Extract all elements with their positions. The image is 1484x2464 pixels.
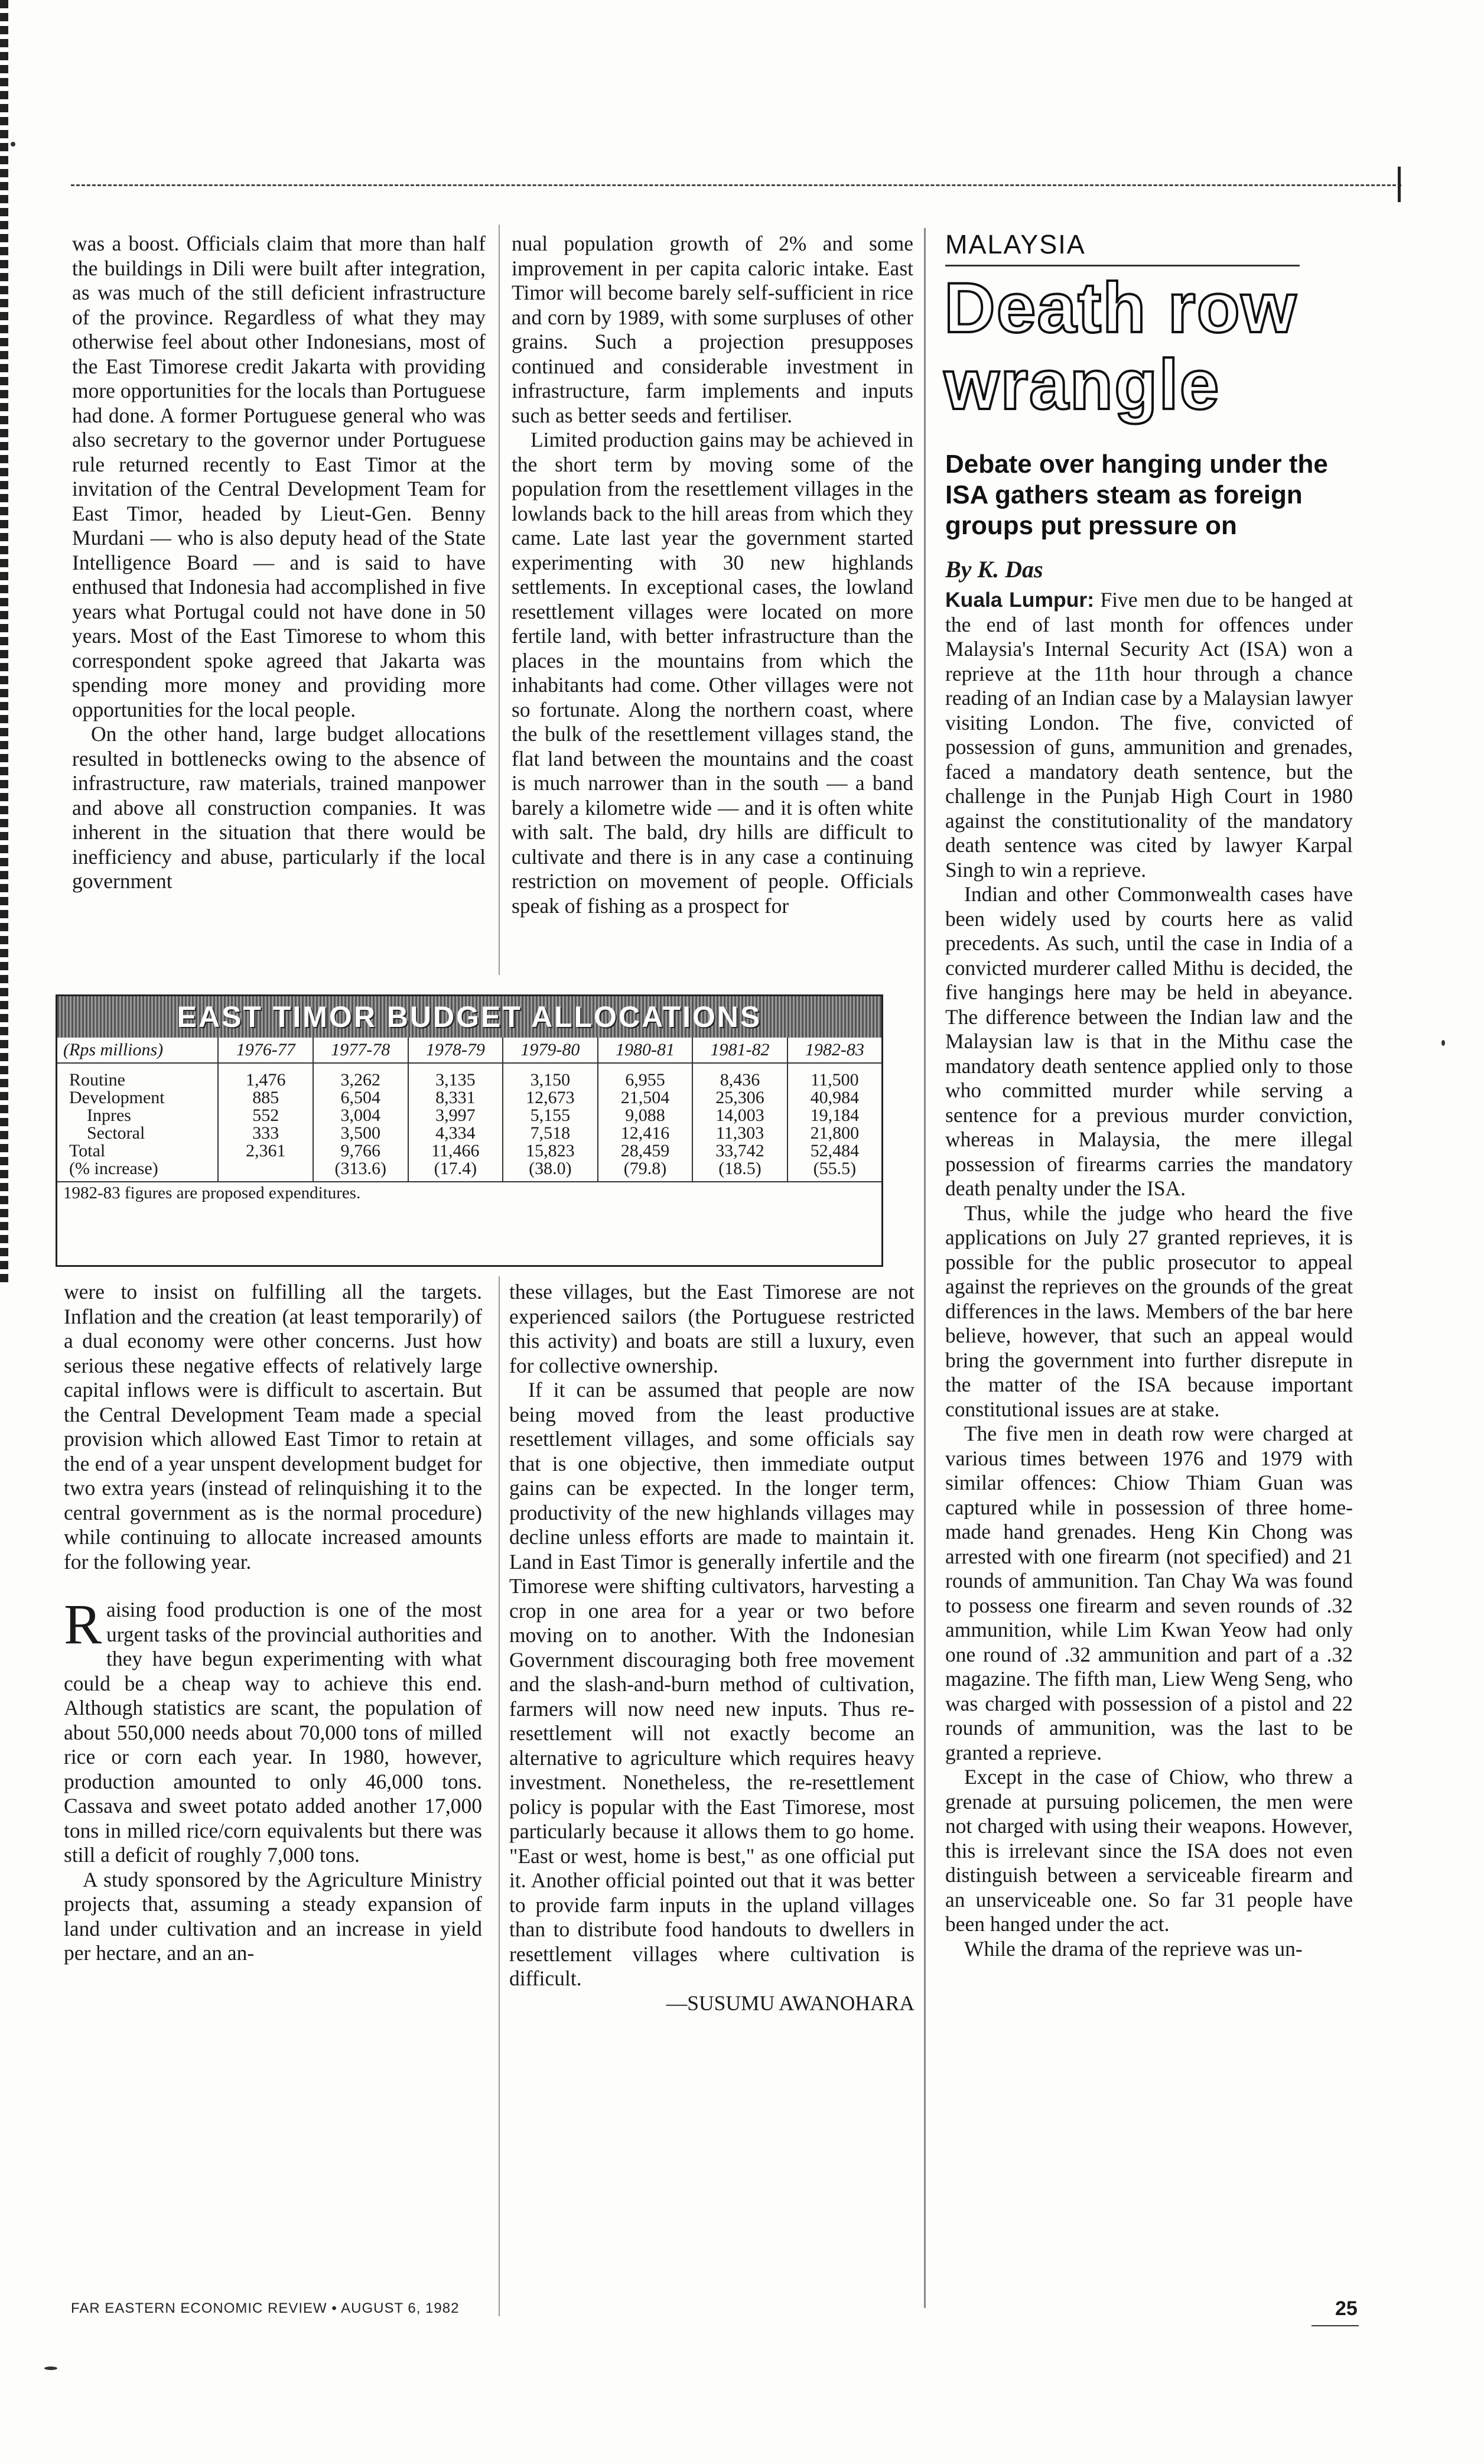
table-row	[57, 1124, 881, 1142]
table-cell: 3,262	[313, 1063, 408, 1089]
table-banner	[57, 996, 881, 1038]
print-speck	[44, 2367, 57, 2370]
table-row	[57, 1160, 881, 1181]
table-cell: 9,766	[313, 1142, 408, 1160]
table-cell: (38.0)	[503, 1160, 598, 1181]
table-cell: 28,459	[598, 1142, 693, 1160]
column-rule-right	[924, 228, 926, 2308]
paragraph: On the other hand, large budget allocations resulted in bottlenecks owing to the absence of infrastructure, raw materials, trained manpower and above all construction companies. It was inherent in the situation that there would be inefficiency and abuse, particularly if the local government	[72, 722, 486, 893]
table-cell: (313.6)	[313, 1160, 408, 1181]
article-column-left-upper	[72, 232, 486, 894]
table-cell: 885	[218, 1089, 313, 1107]
article-column-left-lower	[64, 1280, 482, 1966]
table-cell: 8,331	[408, 1089, 503, 1107]
row-label: Routine	[69, 1070, 125, 1090]
table-footnote: 1982-83 figures are proposed expenditures.	[57, 1181, 881, 1204]
year-header: 1977-78	[313, 1038, 408, 1063]
table-cell: 21,504	[598, 1089, 693, 1107]
table-row	[57, 1063, 881, 1089]
article-column-mid-lower	[509, 1280, 915, 2016]
table-cell: 3,150	[503, 1063, 598, 1089]
table-cell: 12,416	[598, 1124, 693, 1142]
table-header-row	[57, 1038, 881, 1063]
table-cell: 11,500	[787, 1063, 881, 1089]
publication-footer: FAR EASTERN ECONOMIC REVIEW • AUGUST 6, 1982	[71, 2300, 460, 2316]
row-label: Total	[69, 1141, 106, 1161]
table-row	[57, 1142, 881, 1160]
year-header: 1981-82	[692, 1038, 787, 1063]
page-number: 25	[1335, 2297, 1358, 2320]
table-cell: 9,088	[598, 1107, 693, 1124]
table-cell: 14,003	[692, 1107, 787, 1124]
lead-text: Five men due to be hanged at the end of last month for offences under Malaysia's Internal Security Act (ISA) won a reprieve at the 11th hour through a chance reading of an Indian case by a Malaysian lawyer visiting London. The five, convicted of possession of guns, ammunition and grenades, faced a mandatory death sentence, but the challenge in the Punjab High Court in 1980 against the constitutionality of the mandatory death sentence was cited by lawyer Karpal Singh to win a reprieve.	[945, 588, 1353, 882]
year-header: 1979-80	[503, 1038, 598, 1063]
table-cell: 3,135	[408, 1063, 503, 1089]
print-speck	[1441, 1040, 1445, 1046]
table-cell: 19,184	[787, 1107, 881, 1124]
row-label: Development	[69, 1088, 165, 1107]
table-cell: 11,303	[692, 1124, 787, 1142]
headline-line: wrangle	[944, 345, 1221, 424]
paragraph: nual population growth of 2% and some improvement in per capita caloric intake. East Timor will become barely self-sufficient in rice and corn by 1989, with some surpluses of other grains. Such a projection presupposes continued and considerable investment in infrastructure, farm implements and inputs such as better seeds and fertiliser.	[512, 232, 913, 427]
table-title: EAST TIMOR BUDGET ALLOCATIONS	[177, 1000, 762, 1033]
page-number-rule	[1311, 2325, 1359, 2326]
column-rule-upper	[499, 225, 500, 975]
table-cell: 3,500	[313, 1124, 408, 1142]
headline-line: Death row	[944, 268, 1298, 347]
table-cell: 12,673	[503, 1089, 598, 1107]
table-row	[57, 1107, 881, 1124]
top-rule	[71, 184, 1401, 186]
table-cell: 33,742	[692, 1142, 787, 1160]
year-header: 1982-83	[787, 1038, 881, 1063]
unit-label: (Rps millions)	[57, 1038, 218, 1063]
table-cell: (55.5)	[787, 1160, 881, 1181]
paragraph: these villages, but the East Timorese are not experienced sailors (the Portuguese restricted this activity) and boats are still a luxury, even for collective ownership.	[509, 1280, 915, 1377]
deck-subheadline: Debate over hanging under the ISA gathers steam as foreign groups put pressure on	[945, 450, 1328, 540]
table-cell: 15,823	[503, 1142, 598, 1160]
table-cell: 4,334	[408, 1124, 503, 1142]
table-cell: 25,306	[692, 1089, 787, 1107]
corner-mark	[1398, 167, 1401, 202]
headline	[944, 269, 1297, 423]
paragraph: While the drama of the reprieve was un-	[964, 1936, 1303, 1961]
paragraph-text: aising food production is one of the most urgent tasks of the provincial authorities and they have begun experimenting with what could be a cheap way to achieve this end. Although statistics are scant, the population of about 550,000 needs about 70,000 tons of milled rice or corn each year. In 1980, however, production amounted to only 46,000 tons. Cassava and sweet potato added another 17,000 tons in milled rice/corn equivalents but there was still a deficit of roughly 7,000 tons.	[64, 1598, 482, 1867]
paragraph-dropcap	[64, 1592, 482, 1868]
drop-cap: R	[64, 1592, 102, 1656]
table-row	[57, 1089, 881, 1107]
table-cell: (18.5)	[692, 1160, 787, 1181]
article-column-mid-upper	[512, 232, 913, 918]
paragraph: If it can be assumed that people are now being moved from the least productive resettlement villages, and some officials say that is one objective, then immediate output gains can be expected. In the longer term, productivity of the new highlands villages may decline unless efforts are made to maintain it. Land in East Timor is generally infertile and the Timorese were shifting cultivators, harvesting a crop in one area for a year or two before moving on to another. With the Indonesian Government discouraging both free movement and the slash-and-burn method of cultivation, farmers will now need new inputs. Thus re-resettlement will not exactly become an alternative to agriculture which requires heavy investment. Nonetheless, the re-resettlement policy is popular with the East Timorese, most particularly because it allows them to go home. "East or west, home is best," as one official put it. Another official pointed out that it was better to provide farm inputs in the upland villages than to distribute food handouts to dwellers in resettlement villages where cultivation is difficult.	[509, 1378, 915, 1990]
paragraph: The five men in death row were charged at various times between 1976 and 1979 with similar offences: Chiow Thiam Guan was captured while in possession of three home-made hand grenades. Heng Kin Chong was arrested with one firearm (not specified) and 21 rounds of ammunition. Tan Chay Wa was found to possess one firearm and seven rounds of .32 ammunition, while Lim Kwan Yeow had only one round of .32 ammunition and part of a .32 magazine. The fifth man, Liew Weng Seng, who was charged with possession of a pistol and 22 rounds of ammunition, was the last to be granted a reprieve.	[945, 1422, 1353, 1764]
paragraph: was a boost. Officials claim that more than half the buildings in Dili were built after integration, as was much of the still deficient infrastructure of the province. Regardless of what they may otherwise feel about other Indonesians, most of the East Timorese credit Jakarta with providing more opportunities for the locals than Portuguese had done. A former Portuguese general who was also secretary to the governor under Portuguese rule returned recently to East Timor at the invitation of the Central Development Team for East Timor, headed by Lieut-Gen. Benny Murdani — who is also deputy head of the State Intelligence Board — and is said to have enthused that Indonesia had accomplished in five years what Portugal could not have done in 50 years. Most of the East Timorese to whom this correspondent spoke agreed that Jakarta was spending more money and providing more opportunities for the local people.	[72, 232, 486, 721]
table-cell: 333	[218, 1124, 313, 1142]
lead-paragraph	[945, 588, 1353, 882]
year-header: 1980-81	[598, 1038, 693, 1063]
row-label: Sectoral	[87, 1123, 145, 1143]
table-cell: 40,984	[787, 1089, 881, 1107]
table-cell: 6,955	[598, 1063, 693, 1089]
paragraph: Thus, while the judge who heard the five applications on July 27 granted reprieves, it is possible for the public prosecutor to appeal against the reprieves on the grounds of the great differences in the laws. Members of the bar here believe, however, that such an appeal would bring the government into further disrepute in the matter of the ISA because important constitutional issues are at stake.	[945, 1201, 1353, 1421]
paragraph: Except in the case of Chiow, who threw a grenade at pursuing policemen, the men were not charged with using their weapons. However, this is irrelevant since the ISA does not even distinguish between a serviceable firearm and an unserviceable one. So far 31 people have been hanged under the act.	[945, 1765, 1353, 1936]
table-cell: 8,436	[692, 1063, 787, 1089]
table-cell: 2,361	[218, 1142, 313, 1160]
table-cell: 3,004	[313, 1107, 408, 1124]
paragraph: A study sponsored by the Agriculture Ministry projects that, assuming a steady expansion of land under cultivation and an increase in yield per hectare, and an an-	[64, 1867, 482, 1965]
binding-edge	[0, 0, 8, 1282]
print-speck	[11, 142, 15, 147]
table-cell: (17.4)	[408, 1160, 503, 1181]
table-cell	[218, 1160, 313, 1181]
budget-table	[56, 994, 883, 1267]
table-cell: 7,518	[503, 1124, 598, 1142]
table-cell: 21,800	[787, 1124, 881, 1142]
dateline: Kuala Lumpur:	[945, 588, 1095, 612]
author-signoff: —SUSUMU AWANOHARA	[666, 1991, 915, 2015]
paragraph: Indian and other Commonwealth cases have been widely used by courts here as valid precedents. As such, until the case in India of a convicted murderer called Mithu is decided, the five hangings here may be held in abeyance. The difference between the Indian law and the Malaysian law is that in the Mithu case the mandatory death sentence applied only to those who committed murder while serving a sentence for a previous murder conviction, whereas in Malaysia, the mere illegal possession of firearms carries the mandatory death penalty under the ISA.	[945, 882, 1353, 1200]
row-label: Inpres	[87, 1106, 131, 1125]
table-cell: 552	[218, 1107, 313, 1124]
article-column-right	[945, 588, 1353, 1961]
table-cell: 52,484	[787, 1142, 881, 1160]
table-cell: 11,466	[408, 1142, 503, 1160]
year-header: 1978-79	[408, 1038, 503, 1063]
table-cell: (79.8)	[598, 1160, 693, 1181]
table-cell: 5,155	[503, 1107, 598, 1124]
table-cell: 1,476	[218, 1063, 313, 1089]
row-label: (% increase)	[69, 1159, 158, 1178]
paragraph: Limited production gains may be achieved in the short term by moving some of the population from the resettlement villages in the lowlands back to the hill areas from which they came. Late last year the government started experimenting with 30 new highlands settlements. In exceptional cases, the lowland resettlement villages were located on more fertile land, with better infrastructure than the places in the mountains from which the inhabitants had come. Other villages were not so fortunate. Along the northern coast, where the bulk of the resettlement villages stand, the flat land between the mountains and the coast is much narrower than in the south — a band barely a kilometre wide — and it is often white with salt. The bald, dry hills are difficult to cultivate and there is in any case a continuing restriction on movement of people. Officials speak of fishing as a prospect for	[512, 428, 913, 918]
byline: By K. Das	[945, 556, 1043, 583]
section-rule	[945, 265, 1300, 266]
column-rule-lower	[499, 1276, 500, 2316]
paragraph: were to insist on fulfilling all the targets. Inflation and the creation (at least temporarily) of a dual economy were other concerns. Just how serious these negative effects of relatively large capital inflows were is difficult to ascertain. But the Central Development Team made a special provision which allowed East Timor to retain at the end of a year unspent development budget for two extra years (instead of relinquishing it to the central government as is the normal procedure) while continuing to allocate increased amounts for the following year.	[64, 1280, 482, 1574]
table-cell: 6,504	[313, 1089, 408, 1107]
table-cell: 3,997	[408, 1107, 503, 1124]
year-header: 1976-77	[218, 1038, 313, 1063]
budget-grid	[57, 1038, 881, 1181]
section-label: MALAYSIA	[945, 229, 1086, 259]
